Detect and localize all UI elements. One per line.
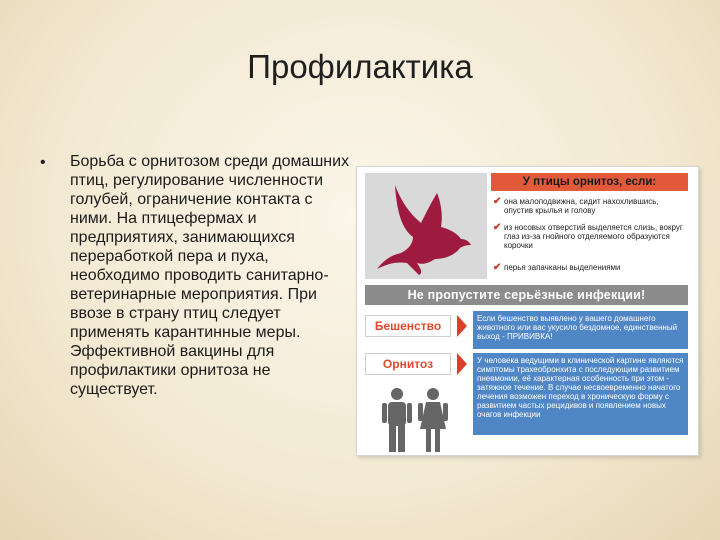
bullet-marker: • bbox=[40, 154, 46, 171]
rabies-info: Если бешенство выявлено у вашего домашнего животного или вас укусило бездомное, единственный выход - ПРИВИВКА! bbox=[473, 311, 688, 349]
bird-panel bbox=[365, 173, 487, 279]
symptom-text: из носовых отверстий выделяется слизь, вокруг глаз из-за гнойного отделяемого образуются корочки bbox=[504, 223, 683, 250]
arrow-right-icon bbox=[457, 353, 467, 375]
people-figures bbox=[369, 387, 455, 453]
dove-icon bbox=[365, 173, 487, 279]
bullet-text: Борьба с орнитозом среди домашних птиц, регулирование численности голубей, ограничение контакта с ними. На птицефермах и предприятиях, занимающихся переработкой пера и пуха, необходимо проводить санитарно-ветеринарные мероприятия. При ввозе в страну птиц следует применять карантинные меры. Эффективной вакцины для профилактики орнитоза не существует. bbox=[70, 153, 350, 398]
ornithosis-info: У человека ведущими в клинической картине являются симптомы трахеобронхита с последующим развитием пневмонии, её характерная особенность при этом - затяжное течение. В случае несвоевременно начатого лечения возможен переход в хроническую форму с развитием частых рецидивов и появлением новых очагов инфекции bbox=[473, 353, 688, 435]
symptom-text: перья запачканы выделениями bbox=[504, 263, 621, 272]
check-icon: ✔ bbox=[493, 262, 502, 273]
ornithosis-label: Орнитоз bbox=[365, 353, 451, 375]
rabies-label: Бешенство bbox=[365, 315, 451, 337]
check-icon: ✔ bbox=[493, 222, 502, 233]
symptoms-title: У птицы орнитоз, если: bbox=[491, 173, 688, 191]
woman-icon bbox=[413, 387, 453, 453]
page-title: Профилактика bbox=[247, 48, 473, 85]
check-icon: ✔ bbox=[493, 196, 502, 207]
symptoms-panel bbox=[491, 173, 688, 279]
warning-banner: Не пропустите серьёзные инфекции! bbox=[365, 285, 688, 305]
symptom-text: она малоподвижна, сидит нахохлившись, опустив крылья и голову bbox=[504, 197, 659, 215]
man-icon bbox=[377, 387, 417, 453]
arrow-right-icon bbox=[457, 315, 467, 337]
infection-poster bbox=[356, 166, 699, 456]
